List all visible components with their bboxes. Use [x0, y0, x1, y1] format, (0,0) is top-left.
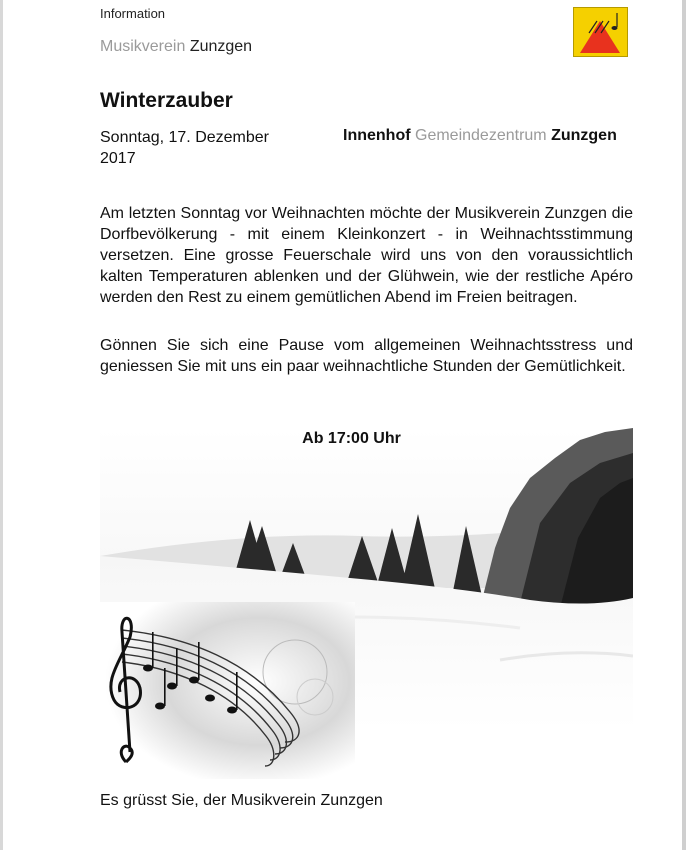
organization-name: [100, 38, 252, 56]
logo-note-icon: [612, 26, 618, 30]
organization-name-dark: Zunzgen: [189, 38, 253, 55]
music-notes-image: [100, 602, 355, 779]
page-title: Winterzauber: [100, 89, 233, 112]
venue-bold-2: Zunzgen: [551, 127, 617, 144]
page-edge-right: [682, 0, 686, 850]
closing-greeting: Es grüsst Sie, der Musikverein Zunzgen: [100, 792, 383, 809]
event-venue: [343, 127, 617, 145]
venue-light: Gemeindezentrum: [415, 127, 547, 144]
event-date: Sonntag, 17. Dezember 2017: [100, 129, 269, 167]
header-label: Information: [100, 6, 166, 21]
start-time: Ab 17:00 Uhr: [302, 430, 401, 447]
musikverein-logo: [573, 7, 628, 57]
page-edge-left: [0, 0, 3, 850]
organization-name-light: Musikverein: [100, 38, 186, 55]
venue-bold-1: Innenhof: [343, 127, 411, 144]
body-paragraph-2: Gönnen Sie sich eine Pause vom allgemeinen Weihnachtsstress und geniessen Sie mit uns ein paar weihnachtliche Stunden der Gemütlichkeit.: [100, 337, 633, 375]
body-paragraph-1: Am letzten Sonntag vor Weihnachten möchte der Musikverein Zunzgen die Dorfbevölkerung - mit einem Kleinkonzert - in Weihnachtsstimmung versetzen. Eine grosse Feuerschale wird uns von den voraussichtlich kalten Temperaturen ablenken und der Glühwein, wie der restliche Apéro werden den Rest zu einem gemütlichen Abend im Freien beitragen.: [100, 205, 633, 306]
